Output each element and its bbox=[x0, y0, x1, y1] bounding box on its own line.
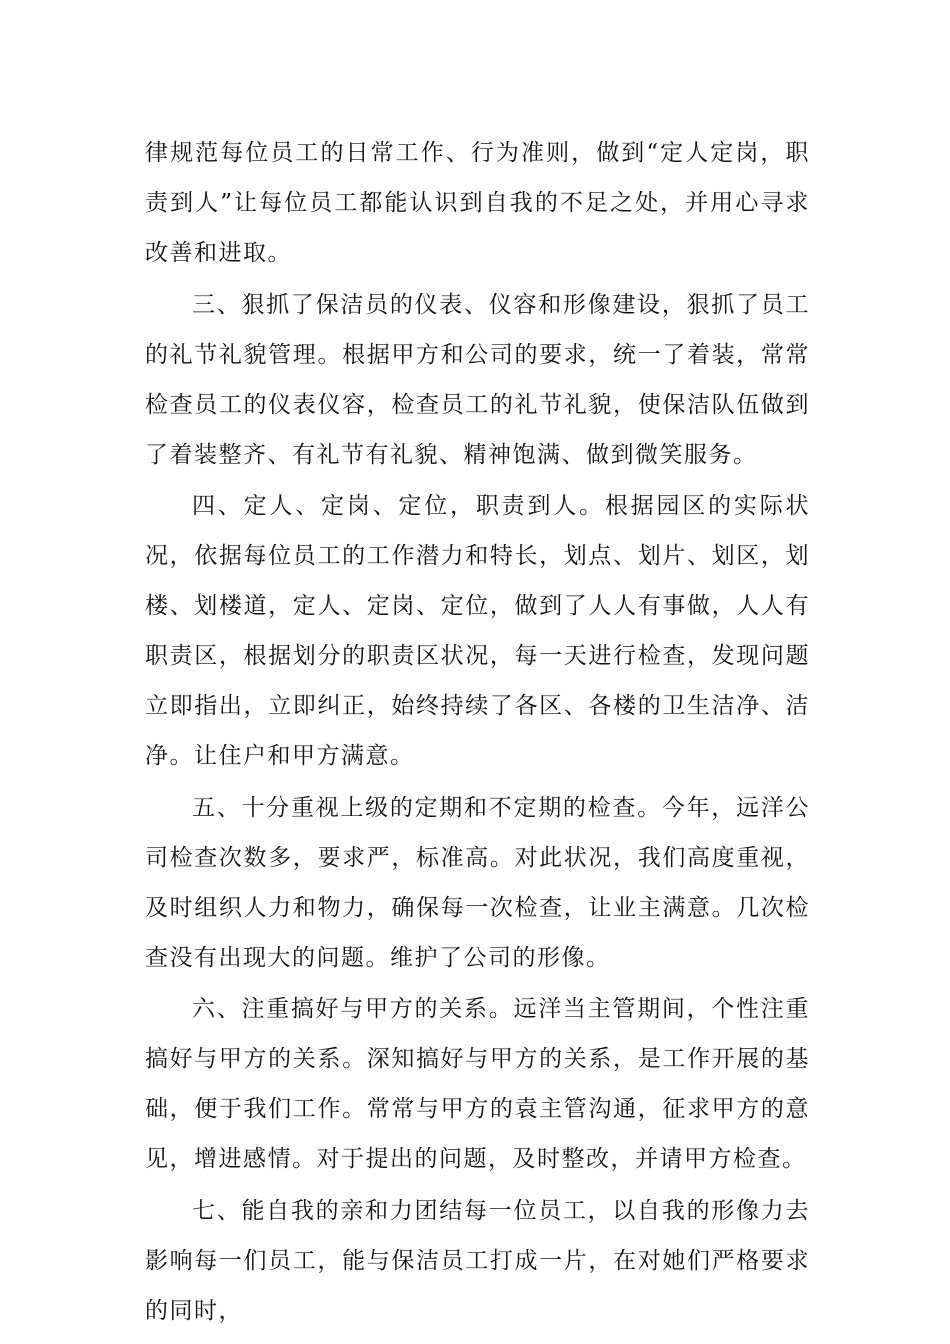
paragraph-item-5: 五、十分重视上级的定期和不定期的检查。今年，远洋公司检查次数多，要求严，标准高。对此状况，我们高度重视，及时组织人力和物力，确保每一次检查，让业主满意。几次检查没有出现大的问题。维护了公司的形像。 bbox=[145, 794, 810, 971]
paragraph-item-6: 六、注重搞好与甲方的关系。远洋当主管期间，个性注重搞好与甲方的关系。深知搞好与甲方的关系，是工作开展的基础，便于我们工作。常常与甲方的袁主管沟通，征求甲方的意见，增进感情。对于提出的问题，及时整改，并请甲方检查。 bbox=[145, 996, 810, 1172]
paragraph-item-7: 七、能自我的亲和力团结每一位员工，以自我的形像力去影响每一们员工，能与保洁员工打成一片，在对她们严格要求的同时， bbox=[145, 1197, 810, 1324]
paragraph-item-3: 三、狠抓了保洁员的仪表、仪容和形像建设，狠抓了员工的礼节礼貌管理。根据甲方和公司的要求，统一了着装，常常检查员工的仪表仪容，检查员工的礼节礼貌，使保洁队伍做到了着装整齐、有礼节有礼貌、精神饱满、做到微笑服务。 bbox=[145, 291, 810, 468]
paragraph-continuation: 律规范每位员工的日常工作、行为准则，做到“定人定岗，职责到人”让每位员工都能认识到自我的不足之处，并用心寻求改善和进取。 bbox=[145, 140, 810, 266]
document-body bbox=[145, 128, 810, 1337]
paragraph-item-4: 四、定人、定岗、定位，职责到人。根据园区的实际状况，依据每位员工的工作潜力和特长，划点、划片、划区，划楼、划楼道，定人、定岗、定位，做到了人人有事做，人人有职责区，根据划分的职责区状况，每一天进行检查，发现问题立即指出，立即纠正，始终持续了各区、各楼的卫生洁净、洁净。让住户和甲方满意。 bbox=[145, 493, 810, 769]
